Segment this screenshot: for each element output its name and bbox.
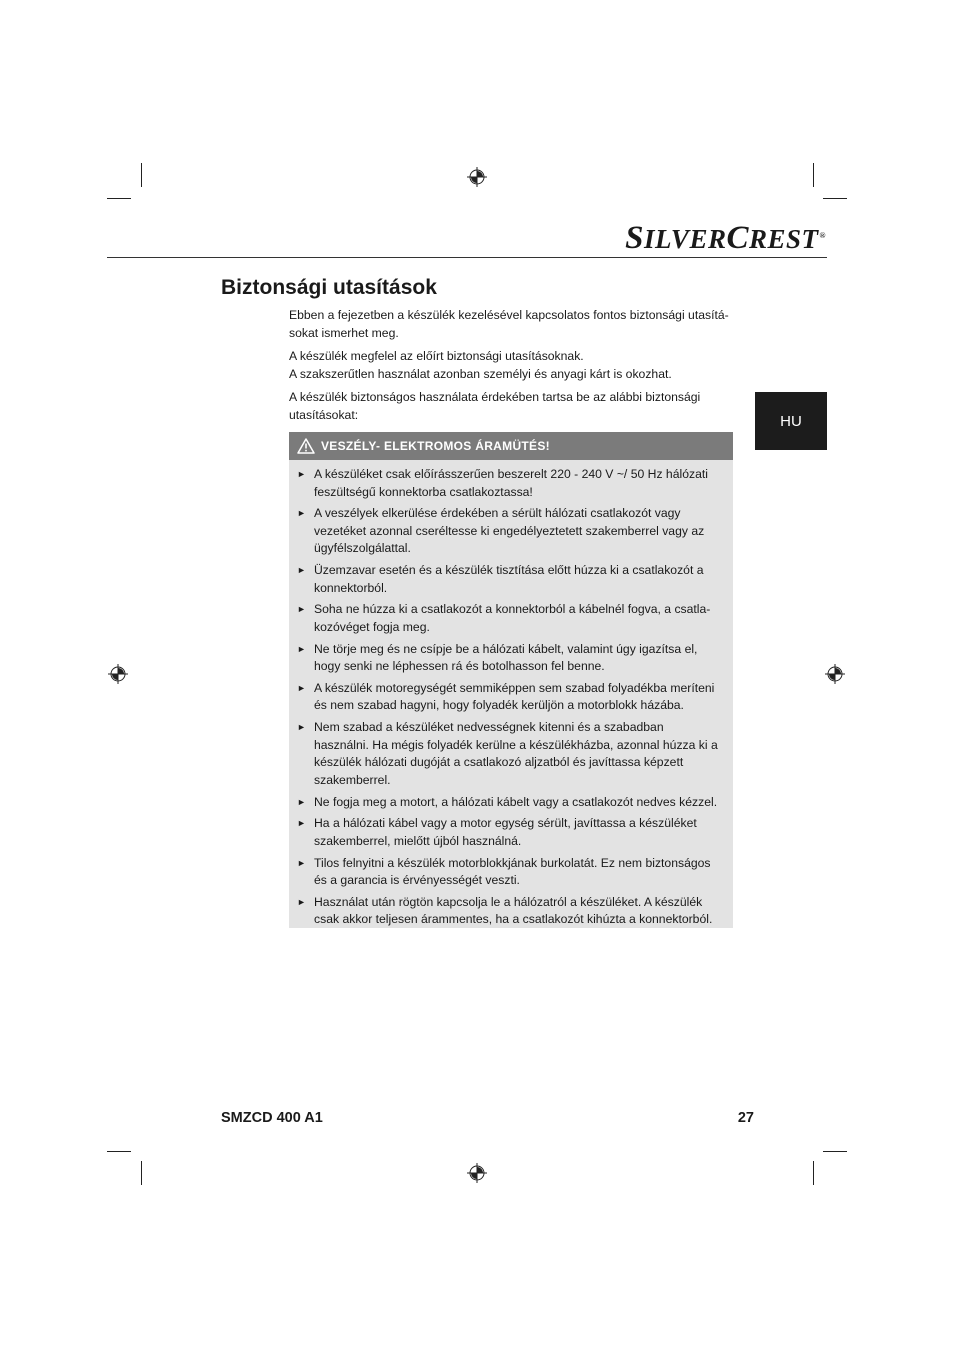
header-rule: [107, 257, 827, 258]
registration-mark-icon: [467, 167, 487, 187]
list-item: [289, 855, 721, 890]
triangle-right-icon: ►: [297, 643, 306, 654]
warning-box: [289, 432, 733, 928]
list-item-text: Nem szabad a készüléket nedvességnek kitenni és a szabadban használni. Ha mégis folyadék kerülne a készülékházba, azonnal húzza ki a készülék hálózati dugóját a csatlakozó aljzatból és javíttassa képzett szakemberrel.: [314, 720, 718, 787]
crop-mark: [141, 163, 142, 187]
crop-mark: [813, 1161, 814, 1185]
list-item: [289, 794, 721, 812]
crop-mark: [823, 1151, 847, 1152]
triangle-right-icon: ►: [297, 818, 306, 829]
registration-mark-icon: [108, 664, 128, 684]
language-tab: HU: [755, 392, 827, 450]
triangle-right-icon: ►: [297, 857, 306, 868]
crop-mark: [107, 198, 131, 199]
intro-paragraph: A készülék biztonságos használata érdekében tartsa be az alábbi biztonsági utasításokat:: [289, 390, 701, 422]
list-item: [289, 680, 721, 715]
page-title: Biztonsági utasítások: [221, 276, 437, 299]
triangle-right-icon: ►: [297, 722, 306, 733]
brand-logo: SILVERCREST®: [625, 220, 826, 256]
list-item-text: A készülék motoregységét semmiképpen sem szabad folyadékba meríteni és nem szabad hagyni, hogy folyadék kerüljön a motorblokk házába.: [314, 680, 715, 713]
list-item: [289, 505, 721, 558]
triangle-right-icon: ►: [297, 469, 306, 479]
registration-mark-icon: [467, 1163, 487, 1183]
list-item-text: A készüléket csak előírásszerűen beszerelt 220 - 240 V ~/ 50 Hz hálózati feszültségű konnektorba csatlakoztassa!: [314, 467, 708, 499]
intro-paragraph: Ebben a fejezetben a készülék kezelésével kapcsolatos fontos biztonsági utasítá-sokat ismerhet meg.: [289, 308, 729, 340]
triangle-right-icon: ►: [297, 604, 306, 615]
list-item-text: Ha a hálózati kábel vagy a motor egység sérült, javíttassa a készüléket szakemberrel, mielőtt újból használná.: [314, 816, 697, 848]
model-number: SMZCD 400 A1: [221, 1110, 323, 1126]
triangle-right-icon: ►: [297, 508, 306, 519]
list-item-text: Üzemzavar esetén és a készülék tisztítása előtt húzza ki a csatlakozót a konnektorból.: [314, 563, 704, 595]
warning-heading-text: VESZÉLY- ELEKTROMOS ÁRAMÜTÉS!: [321, 439, 550, 453]
intro-paragraph: A készülék megfelel az előírt biztonsági utasításoknak. A szakszerűtlen használat azonban személyi és anyagi kárt is okozhat.: [289, 349, 672, 381]
list-item-text: Tilos felnyitni a készülék motorblokkjának burkolatát. Ez nem biztonságos és a garancia is érvényességét veszti.: [314, 855, 711, 888]
triangle-right-icon: ►: [297, 796, 306, 807]
crop-mark: [107, 1151, 131, 1152]
warning-heading: [289, 432, 733, 460]
triangle-right-icon: ►: [297, 565, 306, 576]
list-item: [289, 466, 721, 501]
list-item: [289, 601, 721, 636]
list-item: [289, 641, 721, 676]
page-number: 27: [737, 1110, 754, 1126]
list-item-text: Ne törje meg és ne csípje be a hálózati kábelt, valamint úgy igazítsa el, hogy senki ne léphessen rá és botolhasson fel benne.: [314, 641, 698, 674]
list-item-text: A veszélyek elkerülése érdekében a sérült hálózati csatlakozót vagy vezetéket azonnal cseréltesse ki engedélyeztetett szakemberrel vagy az ügyfélszolgálattal.: [314, 506, 705, 556]
list-item-text: Ne fogja meg a motort, a hálózati kábelt vagy a csatlakozót nedves kézzel.: [314, 794, 718, 809]
list-item: [289, 719, 721, 789]
warning-list: [289, 460, 733, 929]
crop-mark: [823, 198, 847, 199]
list-item-text: Soha ne húzza ki a csatlakozót a konnektorból a kábelnél fogva, a csatla-kozóvéget fogja meg.: [314, 602, 711, 634]
registration-mark-icon: [825, 664, 845, 684]
triangle-right-icon: ►: [297, 896, 306, 907]
crop-mark: [813, 163, 814, 187]
list-item: [289, 562, 721, 597]
list-item-text: Használat után rögtön kapcsolja le a hálózatról a készüléket. A készülék csak akkor teljesen árammentes, ha a csatlakozót kihúzta a konnektorból.: [314, 894, 713, 927]
list-item: [289, 894, 721, 929]
intro-text: [289, 307, 739, 430]
triangle-right-icon: ►: [297, 682, 306, 693]
warning-triangle-icon: [297, 438, 315, 454]
list-item: [289, 815, 721, 850]
crop-mark: [141, 1161, 142, 1185]
